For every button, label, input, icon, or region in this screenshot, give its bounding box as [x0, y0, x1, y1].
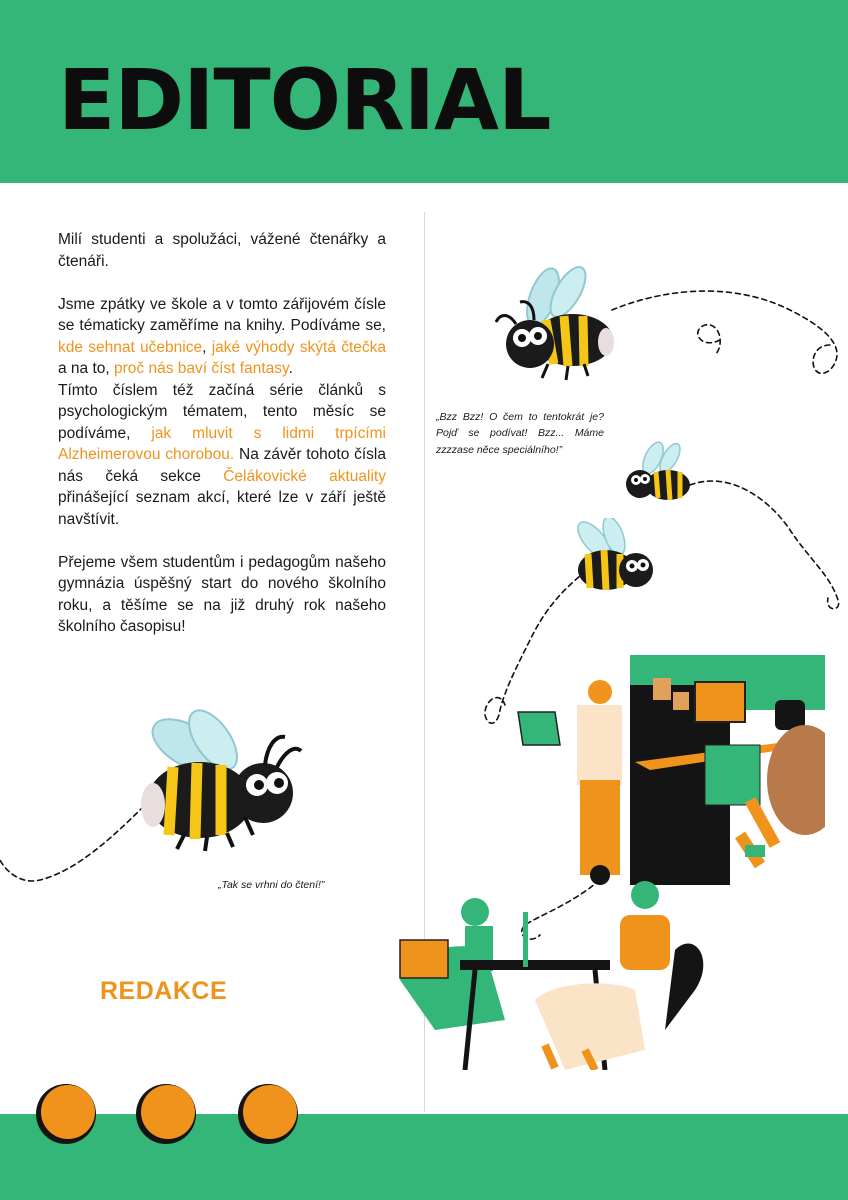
orange-dot-1: [34, 1080, 98, 1144]
orange-dot-2: [134, 1080, 198, 1144]
link-ereader[interactable]: jaké výhody skýtá čtečka: [211, 338, 386, 356]
office-illustration: [395, 650, 825, 1070]
paragraph-wishes: Přejeme všem studentům i pedagogům našeho gymnázia úspěšný start do nového školního roku, a těšíme se na již druhý rok našeho školního časopisu!: [58, 553, 386, 635]
link-alzheimer[interactable]: jak mluvit s lidmi trpícími Alzheimerovou chorobou.: [58, 424, 386, 463]
medium-bee-icon: [566, 518, 661, 603]
bee-speech-bubble: „Bzz Bzz! O čem to tentokrát je? Pojď se podívat! Bzz... Máme zzzzase něce speciálního!”: [436, 410, 604, 456]
bee-caption: „Tak se vrhni do čtení!”: [218, 878, 325, 891]
footer-banner: [0, 1114, 848, 1200]
greeting: Milí studenti a spolužáci, vážené čtenářky a čtenáři.: [58, 231, 386, 270]
paragraph-intro: Jsme zpátky ve škole a v tomto zářijovém čísle se tématicky zaměříme na knihy. Podíváme se, kde sehnat učebnice, jaké výhody skýtá čtečka a na to, proč nás baví číst fantasy.: [58, 295, 386, 377]
small-bee-icon: [618, 440, 693, 510]
link-textbooks[interactable]: kde sehnat učebnice: [58, 338, 203, 356]
paragraph-series: Tímto číslem též začíná série článků s psychologickým tématem, tento měsíc se podíváme, jak mluvit s lidmi trpícími Alzheimerovou chorobou. Na závěr tohoto čísla nás čeká sekce Čelákovické aktuality přinášející seznam akcí, které lze v září ještě navštívit.: [58, 381, 386, 528]
link-fantasy[interactable]: proč nás baví číst fantasy: [114, 360, 289, 377]
signature: REDAKCE: [100, 977, 228, 1005]
link-celakovice-news[interactable]: Čelákovické aktuality: [223, 467, 386, 485]
bee-icon: [488, 262, 618, 382]
orange-dot-3: [236, 1080, 300, 1144]
large-bee-icon: [135, 705, 305, 855]
page-title: EDITORIAL: [58, 51, 551, 149]
